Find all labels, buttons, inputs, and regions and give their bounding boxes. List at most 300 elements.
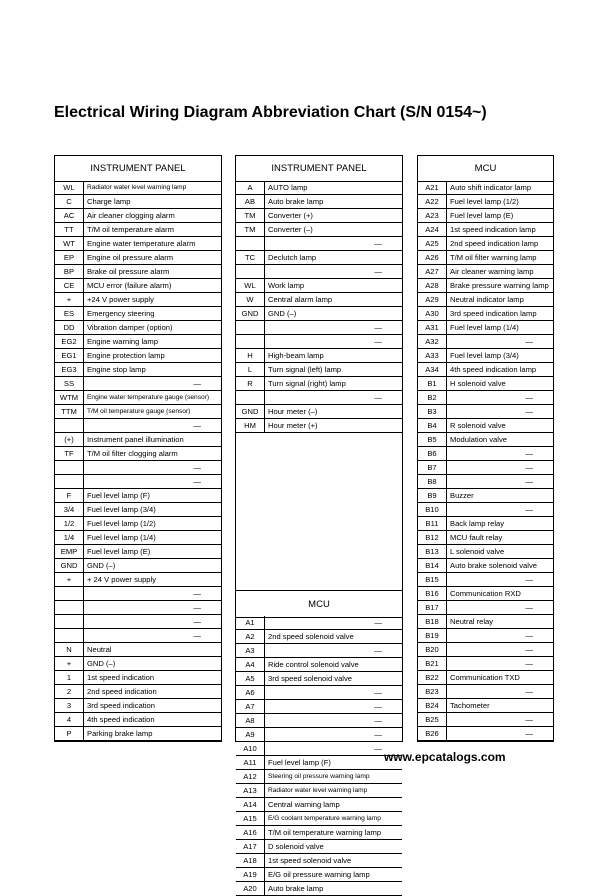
table-row xyxy=(418,237,553,251)
table-row xyxy=(418,251,553,265)
abbreviation-code: TM xyxy=(236,223,265,236)
table-row xyxy=(236,363,402,377)
abbreviation-code: EP xyxy=(55,251,84,264)
abbreviation-code: B26 xyxy=(418,727,447,740)
abbreviation-description: Hour meter (–) xyxy=(268,407,318,416)
abbreviation-code: B20 xyxy=(418,643,447,656)
table-row xyxy=(55,657,221,671)
abbreviation-description: — xyxy=(193,463,201,472)
abbreviation-description: GND (–) xyxy=(268,309,297,318)
table-row xyxy=(236,223,402,237)
table-row xyxy=(55,713,221,727)
table-row xyxy=(236,195,402,209)
table-row xyxy=(418,307,553,321)
abbreviation-description: Neutral relay xyxy=(450,617,494,626)
table-row xyxy=(418,615,553,629)
abbreviation-code: B19 xyxy=(418,629,447,642)
table-row xyxy=(418,447,553,461)
table-row xyxy=(236,854,402,868)
table-row xyxy=(236,770,402,784)
abbreviation-description: Fuel level lamp (F) xyxy=(268,758,331,767)
abbreviation-code: A34 xyxy=(418,363,447,376)
table-row xyxy=(236,419,402,433)
table-row xyxy=(55,433,221,447)
table-row xyxy=(236,700,402,714)
abbreviation-code: A19 xyxy=(236,868,265,881)
abbreviation-code: A26 xyxy=(418,251,447,264)
abbreviation-description: Converter (–) xyxy=(268,225,313,234)
table-row xyxy=(55,307,221,321)
table-row xyxy=(55,587,221,601)
mcu-subtable-header: MCU xyxy=(236,590,402,618)
abbreviation-description: — xyxy=(374,730,382,739)
abbreviation-description: 2nd speed solenoid valve xyxy=(268,632,354,641)
table-row xyxy=(236,784,402,798)
abbreviation-code: A18 xyxy=(236,854,265,867)
table-row xyxy=(236,868,402,882)
table-row xyxy=(418,293,553,307)
abbreviation-description: — xyxy=(374,239,382,248)
table-row xyxy=(418,657,553,671)
abbreviation-description: T/M oil filter clogging alarm xyxy=(87,449,178,458)
instrument-panel-table-1 xyxy=(54,155,222,742)
abbreviation-code: GND xyxy=(55,559,84,572)
abbreviation-code: B6 xyxy=(418,447,447,460)
abbreviation-description: — xyxy=(374,267,382,276)
table-row xyxy=(418,279,553,293)
abbreviation-description: Engine stop lamp xyxy=(87,365,146,374)
abbreviation-description: — xyxy=(525,449,533,458)
table-row xyxy=(55,405,221,419)
table-row xyxy=(236,279,402,293)
abbreviation-code: A9 xyxy=(236,728,265,741)
abbreviation-code xyxy=(236,391,265,404)
abbreviation-code: TTM xyxy=(55,405,84,418)
table-row xyxy=(236,756,402,770)
abbreviation-description: 3rd speed indication lamp xyxy=(450,309,537,318)
abbreviation-description: E/G coolant temperature warning lamp xyxy=(268,815,381,822)
abbreviation-code: 1/4 xyxy=(55,531,84,544)
abbreviation-code: A11 xyxy=(236,756,265,769)
table-row xyxy=(418,629,553,643)
abbreviation-description: R solenoid valve xyxy=(450,421,506,430)
abbreviation-description: — xyxy=(525,505,533,514)
abbreviation-description: Fuel level lamp (E) xyxy=(450,211,514,220)
abbreviation-description: Neutral indicator lamp xyxy=(450,295,524,304)
table-row xyxy=(236,616,402,630)
abbreviation-code: A6 xyxy=(236,686,265,699)
abbreviation-code: BP xyxy=(55,265,84,278)
abbreviation-code: A2 xyxy=(236,630,265,643)
abbreviation-code: WTM xyxy=(55,391,84,404)
abbreviation-code: B16 xyxy=(418,587,447,600)
table-row xyxy=(55,447,221,461)
abbreviation-description: — xyxy=(374,646,382,655)
table-row xyxy=(55,335,221,349)
table-row xyxy=(236,349,402,363)
table-row xyxy=(418,405,553,419)
abbreviation-code: B23 xyxy=(418,685,447,698)
abbreviation-code xyxy=(55,419,84,432)
abbreviation-code: CE xyxy=(55,279,84,292)
table-row xyxy=(236,391,402,405)
abbreviation-code: A14 xyxy=(236,798,265,811)
table-row xyxy=(55,517,221,531)
abbreviation-code: + xyxy=(55,573,84,586)
abbreviation-description: Radiator water level warning lamp xyxy=(87,184,187,191)
abbreviation-code: B1 xyxy=(418,377,447,390)
abbreviation-code xyxy=(236,335,265,348)
abbreviation-code: B15 xyxy=(418,573,447,586)
abbreviation-description: Fuel level lamp (1/4) xyxy=(87,533,156,542)
abbreviation-description: Fuel level lamp (1/4) xyxy=(450,323,519,332)
abbreviation-code xyxy=(236,321,265,334)
abbreviation-description: 1st speed indication lamp xyxy=(450,225,536,234)
abbreviation-description: Vibration damper (option) xyxy=(87,323,173,332)
table-row xyxy=(55,237,221,251)
abbreviation-code: 2 xyxy=(55,685,84,698)
table-row xyxy=(418,671,553,685)
table-row xyxy=(418,503,553,517)
table-row xyxy=(418,699,553,713)
table-row xyxy=(418,461,553,475)
abbreviation-description: Steering oil pressure warning lamp xyxy=(268,773,370,780)
table-row xyxy=(236,658,402,672)
table-row xyxy=(418,265,553,279)
abbreviation-description: Turn signal (left) lamp xyxy=(268,365,342,374)
abbreviation-description: Radiator water level warning lamp xyxy=(268,787,368,794)
abbreviation-code: EG1 xyxy=(55,349,84,362)
abbreviation-code: 3 xyxy=(55,699,84,712)
table-row xyxy=(236,840,402,854)
table-row xyxy=(236,237,402,251)
abbreviation-description: — xyxy=(193,603,201,612)
table-row xyxy=(418,433,553,447)
abbreviation-code: A16 xyxy=(236,826,265,839)
abbreviation-description: T/M oil temperature alarm xyxy=(87,225,174,234)
abbreviation-code: WT xyxy=(55,237,84,250)
abbreviation-code: B11 xyxy=(418,517,447,530)
abbreviation-code: B7 xyxy=(418,461,447,474)
abbreviation-description: Air cleaner warning lamp xyxy=(450,267,534,276)
table-row xyxy=(418,363,553,377)
abbreviation-description: — xyxy=(525,603,533,612)
table-row xyxy=(236,335,402,349)
abbreviation-description: — xyxy=(525,477,533,486)
abbreviation-code: A3 xyxy=(236,644,265,657)
abbreviation-description: — xyxy=(525,729,533,738)
table-row xyxy=(418,195,553,209)
table-row xyxy=(236,377,402,391)
abbreviation-description: — xyxy=(525,575,533,584)
abbreviation-description: — xyxy=(525,393,533,402)
table-row xyxy=(236,672,402,686)
table-row xyxy=(418,209,553,223)
abbreviation-description: — xyxy=(193,379,201,388)
abbreviation-code: 3/4 xyxy=(55,503,84,516)
abbreviation-description: Parking brake lamp xyxy=(87,729,153,738)
abbreviation-description: — xyxy=(193,631,201,640)
abbreviation-description: H solenoid valve xyxy=(450,379,506,388)
abbreviation-description: Engine oil pressure alarm xyxy=(87,253,174,262)
abbreviation-code: + xyxy=(55,293,84,306)
abbreviation-code: B14 xyxy=(418,559,447,572)
table-row xyxy=(236,181,402,195)
table-row xyxy=(55,685,221,699)
abbreviation-description: — xyxy=(525,337,533,346)
table-row xyxy=(55,559,221,573)
abbreviation-code: HM xyxy=(236,419,265,432)
abbreviation-code: A5 xyxy=(236,672,265,685)
abbreviation-code: C xyxy=(55,195,84,208)
table-row xyxy=(55,601,221,615)
table-row xyxy=(236,686,402,700)
abbreviation-code: B9 xyxy=(418,489,447,502)
table-row xyxy=(55,279,221,293)
table-row xyxy=(418,321,553,335)
table-row xyxy=(55,391,221,405)
abbreviation-code: A29 xyxy=(418,293,447,306)
abbreviation-code xyxy=(55,615,84,628)
abbreviation-code: A27 xyxy=(418,265,447,278)
table-header: MCU xyxy=(418,156,553,182)
abbreviation-code: A22 xyxy=(418,195,447,208)
table-row xyxy=(418,601,553,615)
abbreviation-description: Ride control solenoid valve xyxy=(268,660,359,669)
table-header: INSTRUMENT PANEL xyxy=(236,156,402,182)
abbreviation-description: Fuel level lamp (E) xyxy=(87,547,151,556)
table-row xyxy=(418,377,553,391)
abbreviation-code: A12 xyxy=(236,770,265,783)
abbreviation-code: A31 xyxy=(418,321,447,334)
abbreviation-code: H xyxy=(236,349,265,362)
website-footer: www.epcatalogs.com xyxy=(384,750,506,764)
abbreviation-description: — xyxy=(525,687,533,696)
abbreviation-description: Fuel level lamp (1/2) xyxy=(450,197,519,206)
abbreviation-code: A28 xyxy=(418,279,447,292)
abbreviation-code: R xyxy=(236,377,265,390)
abbreviation-code: A17 xyxy=(236,840,265,853)
abbreviation-description: Work lamp xyxy=(268,281,305,290)
abbreviation-description: Emergency steering xyxy=(87,309,155,318)
abbreviation-description: — xyxy=(374,337,382,346)
abbreviation-description: Buzzer xyxy=(450,491,474,500)
abbreviation-description: Fuel level lamp (3/4) xyxy=(450,351,519,360)
abbreviation-description: High-beam lamp xyxy=(268,351,324,360)
abbreviation-code: 4 xyxy=(55,713,84,726)
table-row xyxy=(55,671,221,685)
abbreviation-code: EMP xyxy=(55,545,84,558)
abbreviation-description: Neutral xyxy=(87,645,112,654)
abbreviation-code xyxy=(55,587,84,600)
abbreviation-description: Fuel level lamp (1/2) xyxy=(87,519,156,528)
abbreviation-code: TT xyxy=(55,223,84,236)
table-row xyxy=(418,349,553,363)
abbreviation-description: — xyxy=(525,659,533,668)
abbreviation-description: GND (–) xyxy=(87,659,116,668)
abbreviation-description: 3rd speed indication xyxy=(87,701,155,710)
abbreviation-code xyxy=(55,601,84,614)
abbreviation-code: + xyxy=(55,657,84,670)
abbreviation-description: — xyxy=(525,463,533,472)
abbreviation-description: Communication TXD xyxy=(450,673,520,682)
table-row xyxy=(55,181,221,195)
abbreviation-description: L solenoid valve xyxy=(450,547,505,556)
table-row xyxy=(236,798,402,812)
table-row xyxy=(236,209,402,223)
table-row xyxy=(55,629,221,643)
abbreviation-description: — xyxy=(374,393,382,402)
abbreviation-description: Brake pressure warning lamp xyxy=(450,281,549,290)
abbreviation-description: Auto brake lamp xyxy=(268,197,324,206)
abbreviation-description: Auto brake solenoid valve xyxy=(450,561,537,570)
mcu-table xyxy=(417,155,554,742)
abbreviation-description: MCU error (failure alarm) xyxy=(87,281,172,290)
abbreviation-description: — xyxy=(525,407,533,416)
abbreviation-code: A xyxy=(236,181,265,194)
table-row xyxy=(418,475,553,489)
abbreviation-code: ES xyxy=(55,307,84,320)
abbreviation-description: Communication RXD xyxy=(450,589,521,598)
abbreviation-code xyxy=(55,461,84,474)
abbreviation-code: B17 xyxy=(418,601,447,614)
table-row xyxy=(418,587,553,601)
table-row xyxy=(55,419,221,433)
abbreviation-description: Fuel level lamp (3/4) xyxy=(87,505,156,514)
table-row xyxy=(236,728,402,742)
abbreviation-description: Instrument panel illumination xyxy=(87,435,184,444)
abbreviation-code xyxy=(236,265,265,278)
table-row xyxy=(418,559,553,573)
abbreviation-code: B24 xyxy=(418,699,447,712)
abbreviation-code: B8 xyxy=(418,475,447,488)
abbreviation-code: B13 xyxy=(418,545,447,558)
abbreviation-description: — xyxy=(193,617,201,626)
abbreviation-code: AC xyxy=(55,209,84,222)
abbreviation-description: Turn signal (right) lamp xyxy=(268,379,346,388)
abbreviation-code: B12 xyxy=(418,531,447,544)
abbreviation-code: A32 xyxy=(418,335,447,348)
abbreviation-description: MCU fault relay xyxy=(450,533,503,542)
abbreviation-description: 1st speed indication xyxy=(87,673,155,682)
abbreviation-description: AUTO lamp xyxy=(268,183,308,192)
table-row xyxy=(418,517,553,531)
abbreviation-code: A7 xyxy=(236,700,265,713)
table-row xyxy=(55,643,221,657)
abbreviation-code: F xyxy=(55,489,84,502)
table-row xyxy=(55,503,221,517)
abbreviation-description: Fuel level lamp (F) xyxy=(87,491,150,500)
abbreviation-code: A13 xyxy=(236,784,265,797)
table-row xyxy=(55,475,221,489)
table-row xyxy=(55,699,221,713)
abbreviation-description: — xyxy=(525,645,533,654)
abbreviation-code: B4 xyxy=(418,419,447,432)
abbreviation-description: Central warning lamp xyxy=(268,800,340,809)
abbreviation-description: Auto brake lamp xyxy=(268,884,324,893)
abbreviation-code: B3 xyxy=(418,405,447,418)
abbreviation-code: A15 xyxy=(236,812,265,825)
table-row xyxy=(55,727,221,741)
abbreviation-description: Air cleaner clogging alarm xyxy=(87,211,175,220)
table-row xyxy=(236,630,402,644)
abbreviation-code: WL xyxy=(55,181,84,194)
abbreviation-code: A33 xyxy=(418,349,447,362)
abbreviation-code: A23 xyxy=(418,209,447,222)
abbreviation-description: — xyxy=(374,702,382,711)
table-row xyxy=(55,349,221,363)
abbreviation-description: — xyxy=(193,421,201,430)
abbreviation-description: Charge lamp xyxy=(87,197,131,206)
abbreviation-code: B21 xyxy=(418,657,447,670)
table-row xyxy=(236,742,402,756)
abbreviation-description: D solenoid valve xyxy=(268,842,324,851)
table-row xyxy=(236,321,402,335)
table-row xyxy=(55,573,221,587)
table-row xyxy=(55,265,221,279)
abbreviation-description: Auto shift indicator lamp xyxy=(450,183,532,192)
abbreviation-code: TF xyxy=(55,447,84,460)
table-row xyxy=(418,545,553,559)
table-row xyxy=(236,251,402,265)
abbreviation-code: DD xyxy=(55,321,84,334)
abbreviation-code: N xyxy=(55,643,84,656)
table-row xyxy=(418,335,553,349)
abbreviation-code: WL xyxy=(236,279,265,292)
abbreviation-description: 4th speed indication xyxy=(87,715,155,724)
table-row xyxy=(55,321,221,335)
abbreviation-code: A4 xyxy=(236,658,265,671)
abbreviation-description: + 24 V power supply xyxy=(87,575,157,584)
table-row xyxy=(236,265,402,279)
abbreviation-code: A24 xyxy=(418,223,447,236)
abbreviation-description: Modulation valve xyxy=(450,435,507,444)
abbreviation-description: — xyxy=(374,744,382,753)
abbreviation-description: Back lamp relay xyxy=(450,519,505,528)
abbreviation-description: T/M oil temperature gauge (sensor) xyxy=(87,408,191,415)
abbreviation-description: Engine protection lamp xyxy=(87,351,165,360)
table-row xyxy=(418,489,553,503)
table-row xyxy=(55,363,221,377)
abbreviation-code: B10 xyxy=(418,503,447,516)
table-row xyxy=(236,293,402,307)
table-row xyxy=(418,419,553,433)
abbreviation-description: — xyxy=(193,477,201,486)
table-row xyxy=(236,812,402,826)
abbreviation-code xyxy=(55,475,84,488)
table-row xyxy=(236,644,402,658)
abbreviation-description: GND (–) xyxy=(87,561,116,570)
abbreviation-description: 4th speed indication lamp xyxy=(450,365,537,374)
abbreviation-code: B5 xyxy=(418,433,447,446)
table-row xyxy=(418,181,553,195)
abbreviation-description: T/M oil filter warning lamp xyxy=(450,253,537,262)
abbreviation-code: B2 xyxy=(418,391,447,404)
abbreviation-description: 3rd speed solenoid valve xyxy=(268,674,353,683)
abbreviation-code: AB xyxy=(236,195,265,208)
abbreviation-description: — xyxy=(525,631,533,640)
table-row xyxy=(55,531,221,545)
table-row xyxy=(418,643,553,657)
abbreviation-description: — xyxy=(374,688,382,697)
table-row xyxy=(55,209,221,223)
table-row xyxy=(418,391,553,405)
abbreviation-description: 2nd speed indication lamp xyxy=(450,239,539,248)
abbreviation-description: — xyxy=(193,589,201,598)
abbreviation-description: Engine water temperature alarm xyxy=(87,239,196,248)
table-row xyxy=(236,882,402,896)
table-row xyxy=(55,489,221,503)
